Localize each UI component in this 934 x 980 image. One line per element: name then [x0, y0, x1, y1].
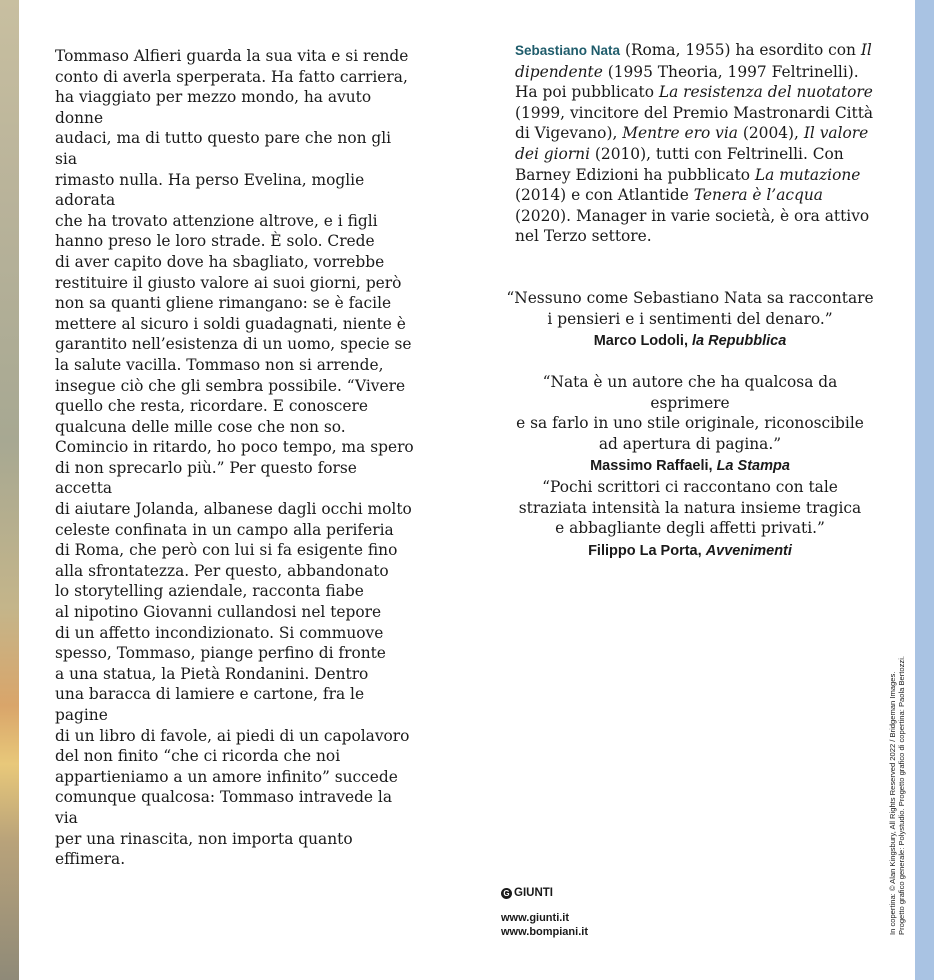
- publication-name: La Stampa: [716, 458, 790, 475]
- website-link[interactable]: www.bompiani.it: [501, 926, 588, 938]
- review-quote: [505, 477, 875, 561]
- bio-title: Mentre ero via: [622, 124, 738, 143]
- quote-text: “Nata è un autore che ha qualcosa da esprimere e sa farlo in uno stile originale, riconoscibile ad apertura di pagina.”: [516, 373, 864, 453]
- quote-author: [505, 456, 875, 477]
- bio-title: La mutazione: [754, 165, 861, 184]
- quote-text: “Nessuno come Sebastiano Nata sa raccontare i pensieri e i sentimenti del denaro.”: [506, 289, 874, 328]
- publisher-logo-text: GIUNTI: [514, 887, 553, 899]
- cover-credits: [888, 635, 906, 935]
- credits-line: Progetto grafico generale: Polystudio. Progetto grafico di copertina: Paola Bertozzi.: [897, 655, 906, 935]
- review-quote: [505, 372, 875, 477]
- author-name: Filippo La Porta,: [588, 542, 706, 559]
- bio-text: (1999, vincitore del Premio Mastronardi Città di Vigevano),: [515, 103, 874, 143]
- bio-title: Tenera è l’acqua: [693, 186, 823, 205]
- bio-title: Il valore dei giorni: [515, 124, 869, 163]
- bio-text: (2010), tutti con Feltrinelli. Con Barney Edizioni ha pubblicato: [515, 144, 844, 184]
- publisher-block: [501, 887, 588, 939]
- book-blurb: Tommaso Alfieri guarda la sua vita e si rende conto di averla sperperata. Ha fatto carriera, ha viaggiato per mezzo mondo, ha avuto donne audaci, ma di tutto questo pare che non gli sia rimasto nulla. Ha perso Evelina, moglie adorata che ha trovato attenzione altrove, e i figli hanno preso le loro strade. È solo. Crede di aver capito dove ha sbagliato, vorrebbe restituire il giusto valore ai suoi giorni, però non sa quanti gliene rimangano: se è facile mettere al sicuro i soldi guadagnati, niente è garantito nell’esistenza di un uomo, specie se la salute vacilla. Tommaso non si arrende, insegue ciò che gli sembra possibile. “Vivere quello che resta, ricordare. E conoscere qualcuna delle mille cose che non so. Comincio in ritardo, ho poco tempo, ma spero di non sprecarlo più.” Per questo forse accetta di aiutare Jolanda, albanese dagli occhi molto celeste confinata in un campo alla periferia di Roma, che però con lui si fa esigente fino alla sfrontatezza. Per questo, abbandonato lo storytelling aziendale, racconta fiabe al nipotino Giovanni cullandosi nel tepore di un affetto incondizionato. Si commuove spesso, Tommaso, piange perfino di fronte a una statua, la Pietà Rondanini. Dentro una baracca di lamiere e cartone, fra le pagine di un libro di favole, ai piedi di un capolavoro del non finito “che ci ricorda che noi appartieniamo a un amore infinito” succede comunque qualcosa: Tommaso intravede la via per una rinascita, non importa quanto effimera.: [55, 47, 414, 869]
- author-name: Sebastiano Nata: [515, 43, 621, 58]
- publisher-websites: [501, 911, 588, 939]
- quote-author: [505, 331, 875, 352]
- giunti-logo-icon: G: [501, 888, 512, 899]
- bio-text: (2020). Manager in varie società, è ora attivo nel Terzo settore.: [515, 206, 870, 246]
- bio-text: (1995 Theoria, 1997 Feltrinelli). Ha poi pubblicato: [515, 62, 859, 102]
- credits-line: In copertina: © Alan Kingsbury, All Rights Reserved 2022 / Bridgeman Images.: [888, 671, 897, 935]
- review-quote: [505, 288, 875, 352]
- quote-text: “Pochi scrittori ci raccontano con tale straziata intensità la natura insieme tragica e abbagliante degli affetti privati.”: [518, 478, 862, 538]
- spine-edge: [915, 0, 934, 980]
- bio-text: (Roma, 1955) ha esordito con: [620, 41, 861, 59]
- bio-text: (2004),: [737, 124, 804, 143]
- website-link[interactable]: www.giunti.it: [501, 912, 570, 924]
- quote-author: [505, 541, 875, 562]
- author-name: Massimo Raffaeli,: [590, 458, 717, 475]
- author-bio: [515, 40, 875, 247]
- author-name: Marco Lodoli,: [593, 333, 692, 350]
- publisher-logo: [501, 887, 588, 899]
- bio-text: (2014) e con Atlantide: [515, 186, 694, 205]
- publication-name: Avvenimenti: [705, 542, 792, 559]
- cover-edge-artwork: [0, 0, 19, 980]
- bio-title: La resistenza del nuotatore: [658, 83, 873, 102]
- publication-name: la Repubblica: [692, 333, 787, 350]
- bio-title: Il dipendente: [515, 41, 872, 81]
